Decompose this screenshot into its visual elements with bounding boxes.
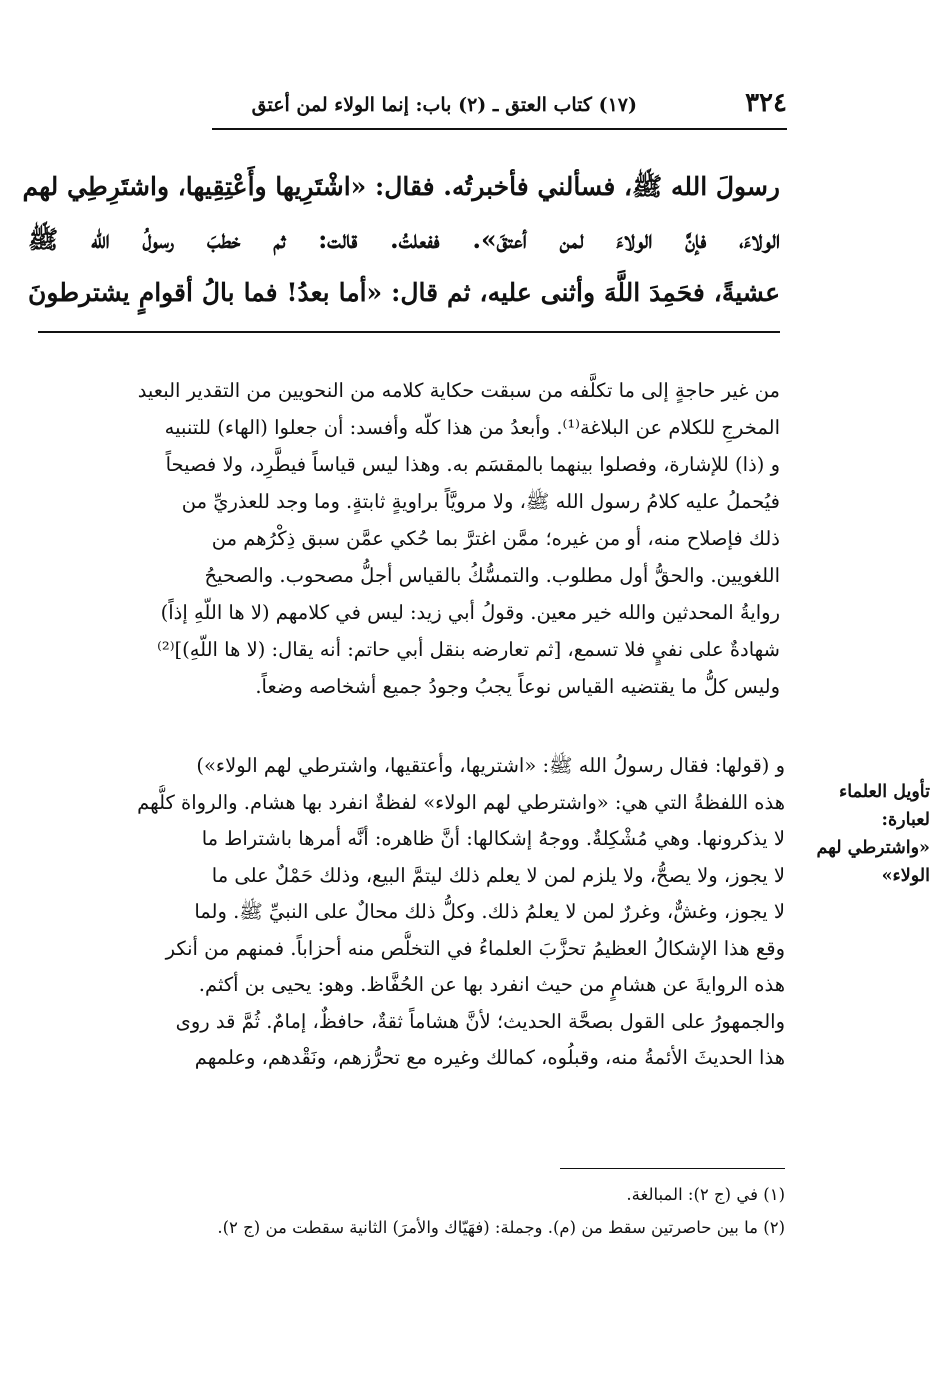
page-header — [212, 88, 787, 130]
hadith-line: رسولَ الله ﷺ، فسألني فأخبرتُه. فقال: «اشْتَرِيها وأَعْتِقِيها، واشتَرِطِي لهم — [22, 172, 780, 201]
margin-heading — [808, 778, 930, 890]
commentary-line: اللغويين. والحقُّ أول مطلوب. والتمسُّكُ بالقياس أجلُّ مصحوب. والصحيحُ — [204, 564, 780, 587]
body-line: لا يجوز، وغشٌّ، وغررٌ لمن لا يعلمُ ذلك. وكلُّ ذلك محالٌ على النبيِّ ﷺ. ولما — [194, 900, 785, 923]
footnote: (٢) ما بين حاصرتين سقط من (م). وجملة: (فهَيّاك والأمرَ) الثانية سقطت من (ج ٢). — [217, 1218, 785, 1237]
body-line: هذه الروايةَ عن هشامٍ من حيث انفرد بها عن الحُفَّاظ. وهو: يحيى بن أكثم. — [198, 973, 785, 996]
commentary-line: فيُحملُ عليه كلامُ رسول الله ﷺ، ولا مرويَّاً براويةٍ ثابتةٍ. وما وجد للعذريِّ من — [181, 490, 780, 513]
commentary-line: المخرجِ للكلام عن البلاغة⁽¹⁾. وأبعدُ من هذا كلّه وأفسد: أن جعلوا (الهاء) للتنبيه — [164, 416, 780, 439]
body-line: وقع هذا الإشكالُ العظيمُ تحزَّبَ العلماءُ في التخلُّص منه أحزاباً. فمنهم من أنكر — [165, 936, 785, 960]
running-head: (١٧) كتاب العتق ـ (٢) باب: إنما الولاء لمن أعتق — [251, 94, 637, 116]
commentary-line: وليس كلُّ ما يقتضيه القياس نوعاً يجبُ وجودُ جميع أشخاصه وضعاً. — [255, 675, 780, 698]
footnote-divider — [560, 1168, 785, 1169]
commentary-line: و (ذا) للإشارة، وفصلوا بينهما بالمقسَم به. وهذا ليس قياساً فيطَّرِد، ولا فصيحاً — [165, 453, 780, 476]
body-line: والجمهورُ على القول بصحَّة الحديث؛ لأنَّ هشاماً ثقةٌ، حافظٌ، إمامٌ. ثُمَّ قد روى — [175, 1009, 785, 1033]
section-divider — [38, 331, 780, 333]
body-line: هذا الحديثَ الأئمةُ منه، وقبلُوه، كمالك وغيره مع تحرُّزهم، ونَقْدهم، وعلمهم — [194, 1046, 785, 1069]
margin-heading-line: «واشترطي لهم — [816, 838, 930, 858]
section-body — [40, 748, 785, 1077]
body-line: و (قولها: فقال رسولُ الله ﷺ: «اشتريها، وأعتقيها، واشترطي لهم الولاء») — [196, 754, 785, 777]
hadith-line: الولاءَ، فإنَّ الولاءَ لمن أعتقَ». ففعلتُ. قالت: ثم خطبَ رسولُ الله ﷺ — [28, 225, 780, 254]
commentary-line: روايةُ المحدثين والله خير معين. وقولُ أبي زيد: ليس في كلامهم (لا ها اللّهِ إذاً) — [160, 601, 780, 624]
commentary-line: ذلك فإصلاح منه، أو من غيره؛ ممَّن اغترَّ بما حُكي عمَّن سبق ذِكْرُهم من — [211, 527, 780, 550]
hadith-line: عشيةً، فحَمِدَ اللَّهَ وأثنى عليه، ثم قال: «أما بعدُ! فما بالُ أقوامٍ يشترطونَ — [28, 278, 780, 307]
commentary-block — [40, 372, 780, 705]
body-line: لا يجوز، ولا يصحُّ، ولا يلزم لمن لا يعلم ذلك ليتمَّ البيع، وذلك حَمْلٌ على ما — [211, 863, 785, 887]
body-line: هذه اللفظةُ التي هي: «واشترطي لهم الولاء» لفظةٌ انفرد بها هشام. والرواة كلُّهم — [137, 790, 785, 814]
commentary-line: من غير حاجةٍ إلى ما تكلَّفه من سبقت حكاية كلامه من النحويين من التقدير البعيد — [137, 379, 780, 402]
commentary-line: شهادةٌ على نفيٍ فلا تسمع، [ثم تعارضه بنقل أبي حاتم: أنه يقال: (لا ها اللّهِ)]⁽²⁾ — [157, 638, 780, 661]
footnotes — [60, 1178, 785, 1244]
body-line: لا يذكرونها. وهي مُشْكِلةٌ. ووجهُ إشكالها: أنَّ ظاهره: أنَّه أمرها باشتراط ما — [201, 827, 785, 850]
margin-heading-line: الولاء» — [881, 866, 930, 886]
footnote: (١) في (ج ٢): المبالغة. — [626, 1185, 785, 1204]
hadith-text — [22, 160, 780, 319]
margin-heading-line: لعبارة: — [881, 810, 930, 830]
page-number: ٣٢٤ — [745, 88, 787, 118]
margin-heading-line: تأويل العلماء — [839, 782, 930, 802]
